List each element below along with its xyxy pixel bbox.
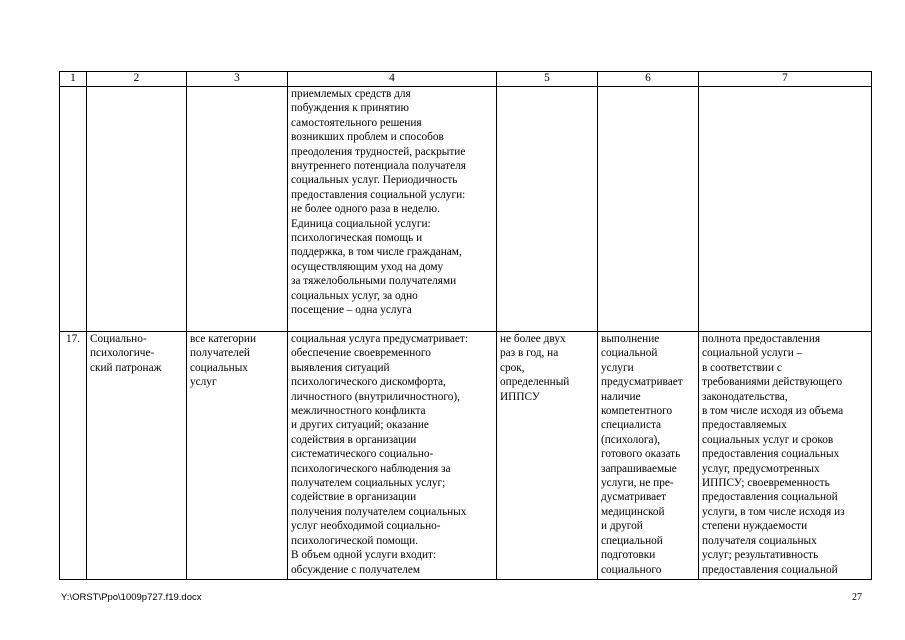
conditions-cell: [598, 87, 699, 332]
recipients-cell: [187, 87, 288, 332]
services-table: [59, 71, 872, 580]
service-name-cell: [87, 87, 187, 332]
header-cell: 6: [598, 72, 699, 87]
header-cell: 4: [288, 72, 497, 87]
conditions-cell: выполнение социальной услуги предусматривает наличие компетентного специалиста (психолога), готового оказать запрашиваемые услуги, не пре- дусматривает медицинской и другой специальной подготовки социального: [598, 332, 699, 580]
table-row: [60, 87, 872, 332]
header-cell: 2: [87, 72, 187, 87]
table-row: [60, 332, 872, 580]
footer-file-path: Y:\ORST\Ppo\1009p727.f19.docx: [61, 592, 202, 603]
header-cell: 7: [699, 72, 872, 87]
quality-cell: полнота предоставления социальной услуги – в соответствии с требованиями действующего законодательства, в том числе исходя из объема предоставляемых социальных услуг и сроков предоставления социальных услуг, предусмотренных ИППСУ; своевременность предоставления социальной услуги, в том числе исходя из степени нуждаемости получателя социальных услуг; результативность предоставления социальной: [699, 332, 872, 580]
table-header-row: [60, 72, 872, 87]
recipients-cell: все категории получателей социальных услуг: [187, 332, 288, 580]
service-name-cell: Социально- психологиче- ский патронаж: [87, 332, 187, 580]
page-number: 27: [852, 592, 862, 603]
header-cell: 1: [60, 72, 87, 87]
row-number-cell: 17.: [60, 332, 87, 580]
header-cell: 3: [187, 72, 288, 87]
timing-cell: не более двух раз в год, на срок, определенный ИППСУ: [497, 332, 598, 580]
service-description-cell: приемлемых средств для побуждения к принятию самостоятельного решения возникших проблем и способов преодоления трудностей, раскрытие внутреннего потенциала получателя социальных услуг. Периодичность предоставления социальной услуги: не более одного раза в неделю. Единица социальной услуги: психологическая помощь и поддержка, в том числе гражданам, осуществляющим уход на дому за тяжелобольными получателями социальных услуг, за одно посещение – одна услуга: [288, 87, 497, 332]
quality-cell: [699, 87, 872, 332]
row-number-cell: [60, 87, 87, 332]
timing-cell: [497, 87, 598, 332]
service-description-cell: социальная услуга предусматривает: обеспечение своевременного выявления ситуаций психологического дискомфорта, личностного (внутриличностного), межличностного конфликта и других ситуаций; оказание содействия в организации систематического социально- психологического наблюдения за получателем социальных услуг; содействие в организации получения получателем социальных услуг необходимой социально- психологической помощи. В объем одной услуги входит: обсуждение с получателем: [288, 332, 497, 580]
header-cell: 5: [497, 72, 598, 87]
